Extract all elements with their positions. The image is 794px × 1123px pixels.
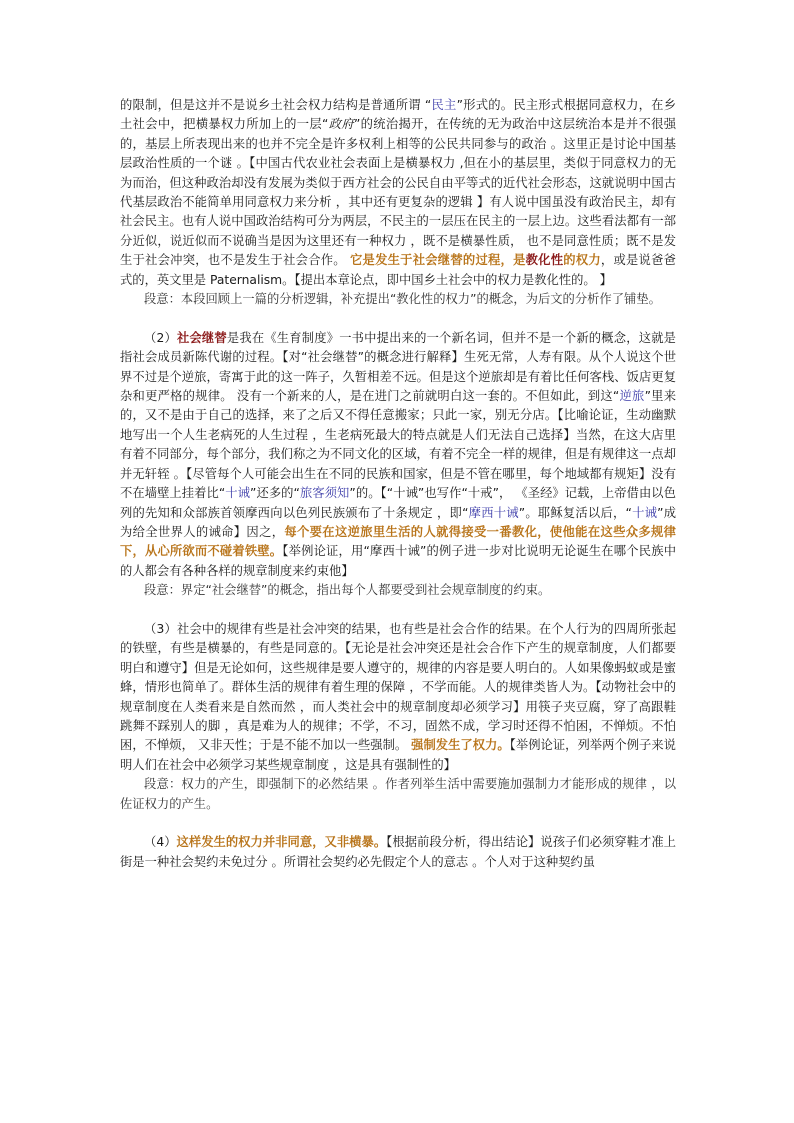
text-segment: 是我在《生育制度》一书中提出来的一个新名词，但并不是一个新的概念，这就是指社会成员新陈代谢的过程。【对“社会继替”的概念进行解释】生死无常，人寿有限。从个人说这个世界不过是个逆旅，寄寓于此的这一阵子，久暂相差不远。但是这个逆旅却是有着比任何客栈、饭店更复杂和更严格的规律。 没有一个新来的人，是在进门之前就明白这一套的。不但如此，到这“	[120, 330, 676, 404]
text-segment: 它是发生于社会继替的过程，是	[349, 253, 526, 268]
text-segment: 每个要在这逆旅里生活的人就得接受一番教化，使他能在这些众多规律下，从心所欲而不碰着铁壁。	[120, 524, 676, 559]
text-segment: 的权力	[563, 253, 601, 268]
text-segment: 政府	[328, 117, 354, 132]
paragraph-3	[120, 620, 676, 775]
text-segment: 【根据前段分析，得出结论】说孩子们必须穿鞋才准上街是一种社会契约未免过分 。所谓社会契约必先假定个人的意志 。个人对于这种契约虽	[120, 835, 676, 869]
text-segment: 逆旅	[619, 389, 645, 404]
text-segment: 【举例论证，列举两个例子来说明人们在社会中必须学习某些规章制度 ，这是具有强制性的】	[120, 738, 676, 772]
text-segment: 民主	[431, 98, 457, 112]
text-segment: 的限制，但是这并不是说乡土社会权力结构是普通所谓 “	[120, 98, 432, 112]
text-segment: ”的。【“十诫”也写作“十戒”， 《圣经》记载，上帝借由以色列的先知和众部族首领摩西向以色列民族颁布了十条规定 ，即“	[120, 486, 676, 520]
paragraph-2	[120, 329, 676, 581]
paragraph-4	[120, 833, 676, 872]
text-segment: 十诫	[225, 486, 251, 501]
paragraph-1	[120, 96, 676, 290]
text-segment: （3）社会中的规律有些是社会冲突的结果，也有些是社会合作的结果。在个人行为的四周所张起的铁壁，有些是横暴的，有些是同意的。【无论是社会冲突还是社会合作下产生的规章制度，人们都要明白和遵守】但是无论如何，这些规律是要人遵守的，规律的内容是要人明白的。人如果像蚂蚁或是蜜蜂，情形也简单了。群体生活的规律有着生理的保障 ，不学而能。人的规律类皆人为。【动物社会中的规章制度在人类看来是自然而然 ，而人类社会中的规章制度却必须学习】用筷子夹豆腐，穿了高跟鞋跳舞不踩别人的脚 ，真是难为人的规律；不学，不习，固然不成，学习时还得不怕困，不惮烦。不怕困，不惮烦， 又非天性；于是不能不加以一些强制。	[120, 621, 676, 753]
paragraph-gap	[120, 601, 676, 620]
text-segment: 旅客须知	[299, 486, 350, 501]
text-segment: 【举例论证，用“摩西十诫”的例子进一步对比说明无论诞生在哪个民族中的人都会有各种各样的规章制度来约束他】	[120, 544, 676, 578]
text-segment: ”还多的“	[250, 486, 300, 501]
text-segment: 这样发生的权力并非同意，又非横暴。	[176, 835, 387, 850]
text-segment: 十诫	[631, 505, 658, 520]
paragraph-1-summary: 段意：本段回顾上一篇的分析逻辑，补充提出“教化性的权力”的概念，为后文的分析作了铺垫。	[144, 292, 661, 307]
text-segment: （2）	[144, 330, 177, 345]
paragraph-2-summary: 段意：界定“社会继替”的概念，指出每个人都要受到社会规章制度的约束。	[144, 583, 551, 598]
text-segment: 社会继替	[176, 330, 227, 345]
paragraph-gap	[120, 309, 676, 328]
text-segment: ”里来的，又不是由于自己的选择，来了之后又不得任意搬家；只此一家，别无分店。【比喻论证，生动幽默地写出一个人生老病死的人生过程 ，生老病死最大的特点就是人们无法自己选择】当然，在这大店里有着不同部分，每个部分，我们称之为不同文化的区域，有着不完全一样的规律，但是有规律这一点却并无轩轾 。【尽管每个人可能会出生在不同的民族和国家，但是不管在哪里，每个地域都有规矩】没有不在墙壁上挂着比“	[120, 389, 676, 501]
text-segment: ，或是说爸爸式的，英文里是 Paternalism。【提出本章论点，即中国乡土社会中的权力是教化性的。 】	[120, 253, 676, 287]
document-page	[120, 96, 676, 872]
paragraph-gap	[120, 814, 676, 833]
text-segment: ”。耶稣复活以后，“	[518, 505, 632, 520]
text-segment: 强制发生了权力。	[411, 738, 510, 753]
text-segment: 摩西十诫	[468, 505, 519, 520]
text-segment: （4）	[144, 835, 177, 850]
text-segment: 教化性	[525, 253, 564, 268]
text-segment: ”成为给全世界人的诫命】因之，	[120, 505, 676, 539]
paragraph-3-summary: 段意：权力的产生，即强制下的必然结果 。作者列举生活中需要施加强制力才能形成的规律 ，以佐证权力的产生。	[120, 777, 676, 811]
text-segment: ”形式的。民主形式根据同意权力，在乡土社会中，把横暴权力所加上的一层“	[120, 98, 677, 132]
text-segment: ”的统治揭开，在传统的无为政治中这层统治本是并不很强的，基层上所表现出来的也并不完全是许多权利上相等的公民共同参与的政治 。这里正是讨论中国基层政治性质的一个谜 。【中国古代农业社会表面上是横暴权力 ,但在小的基层里，类似于同意权力的无为而治，但这种政治却没有发展为类似于西方社会的公民自由平等式的近代社会形态，这就说明中国古代基层政治不能简单用同意权力来分析 ，其中还有更复杂的逻辑 】有人说中国虽没有政治民主，却有社会民主。也有人说中国政治结构可分为两层，不民主的一层压在民主的一层上边。这些看法都有一部分近似，说近似而不说确当是因为这里还有一种权力 ，既不是横暴性质， 也不是同意性质；既不是发生于社会冲突，也不是发生于社会合作。	[120, 117, 676, 268]
